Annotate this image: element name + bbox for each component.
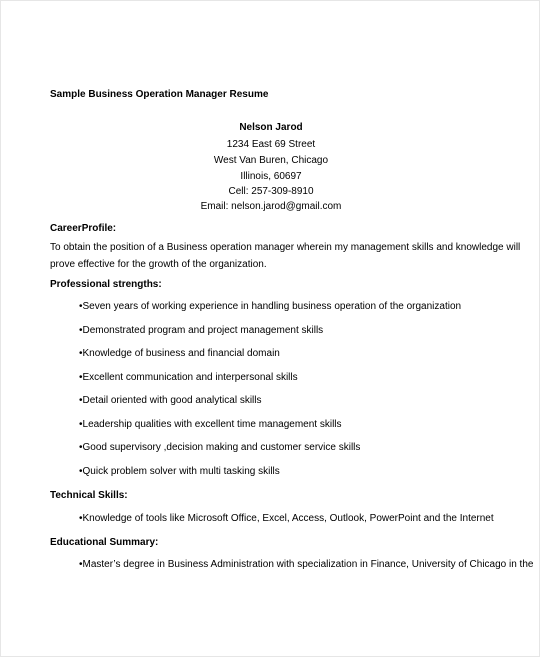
- career-profile-line: To obtain the position of a Business operation manager wherein my management skills and knowledge will: [50, 242, 521, 253]
- contact-name: Nelson Jarod: [239, 122, 303, 133]
- document-title: Sample Business Operation Manager Resume: [50, 89, 269, 100]
- technical-skills-heading: Technical Skills:: [50, 490, 128, 501]
- strength-item: •Leadership qualities with excellent time management skills: [79, 419, 342, 430]
- strength-item: •Knowledge of business and financial domain: [79, 348, 280, 359]
- strength-item: •Quick problem solver with multi tasking skills: [79, 466, 280, 477]
- technical-skill-item: •Knowledge of tools like Microsoft Office, Excel, Access, Outlook, PowerPoint and the Internet: [79, 513, 494, 524]
- strength-item: •Good supervisory ,decision making and customer service skills: [79, 442, 361, 453]
- strength-item: •Seven years of working experience in handling business operation of the organization: [79, 301, 462, 312]
- contact-email: Email: nelson.jarod@gmail.com: [200, 201, 342, 212]
- strength-item: •Excellent communication and interpersonal skills: [79, 372, 298, 383]
- strength-item: •Detail oriented with good analytical skills: [79, 395, 262, 406]
- strength-item: •Demonstrated program and project management skills: [79, 325, 324, 336]
- educational-summary-heading: Educational Summary:: [50, 537, 159, 548]
- education-item: •Master’s degree in Business Administration with specialization in Finance, University of Chicago in the: [79, 559, 534, 570]
- career-profile-heading: CareerProfile:: [50, 223, 117, 234]
- contact-state-zip: Illinois, 60697: [240, 171, 302, 182]
- professional-strengths-heading: Professional strengths:: [50, 279, 162, 290]
- contact-street: 1234 East 69 Street: [226, 139, 316, 150]
- contact-city: West Van Buren, Chicago: [213, 155, 329, 166]
- career-profile-text: [50, 239, 521, 273]
- contact-cell: Cell: 257-309-8910: [228, 186, 314, 197]
- career-profile-line: prove effective for the growth of the organization.: [50, 259, 267, 270]
